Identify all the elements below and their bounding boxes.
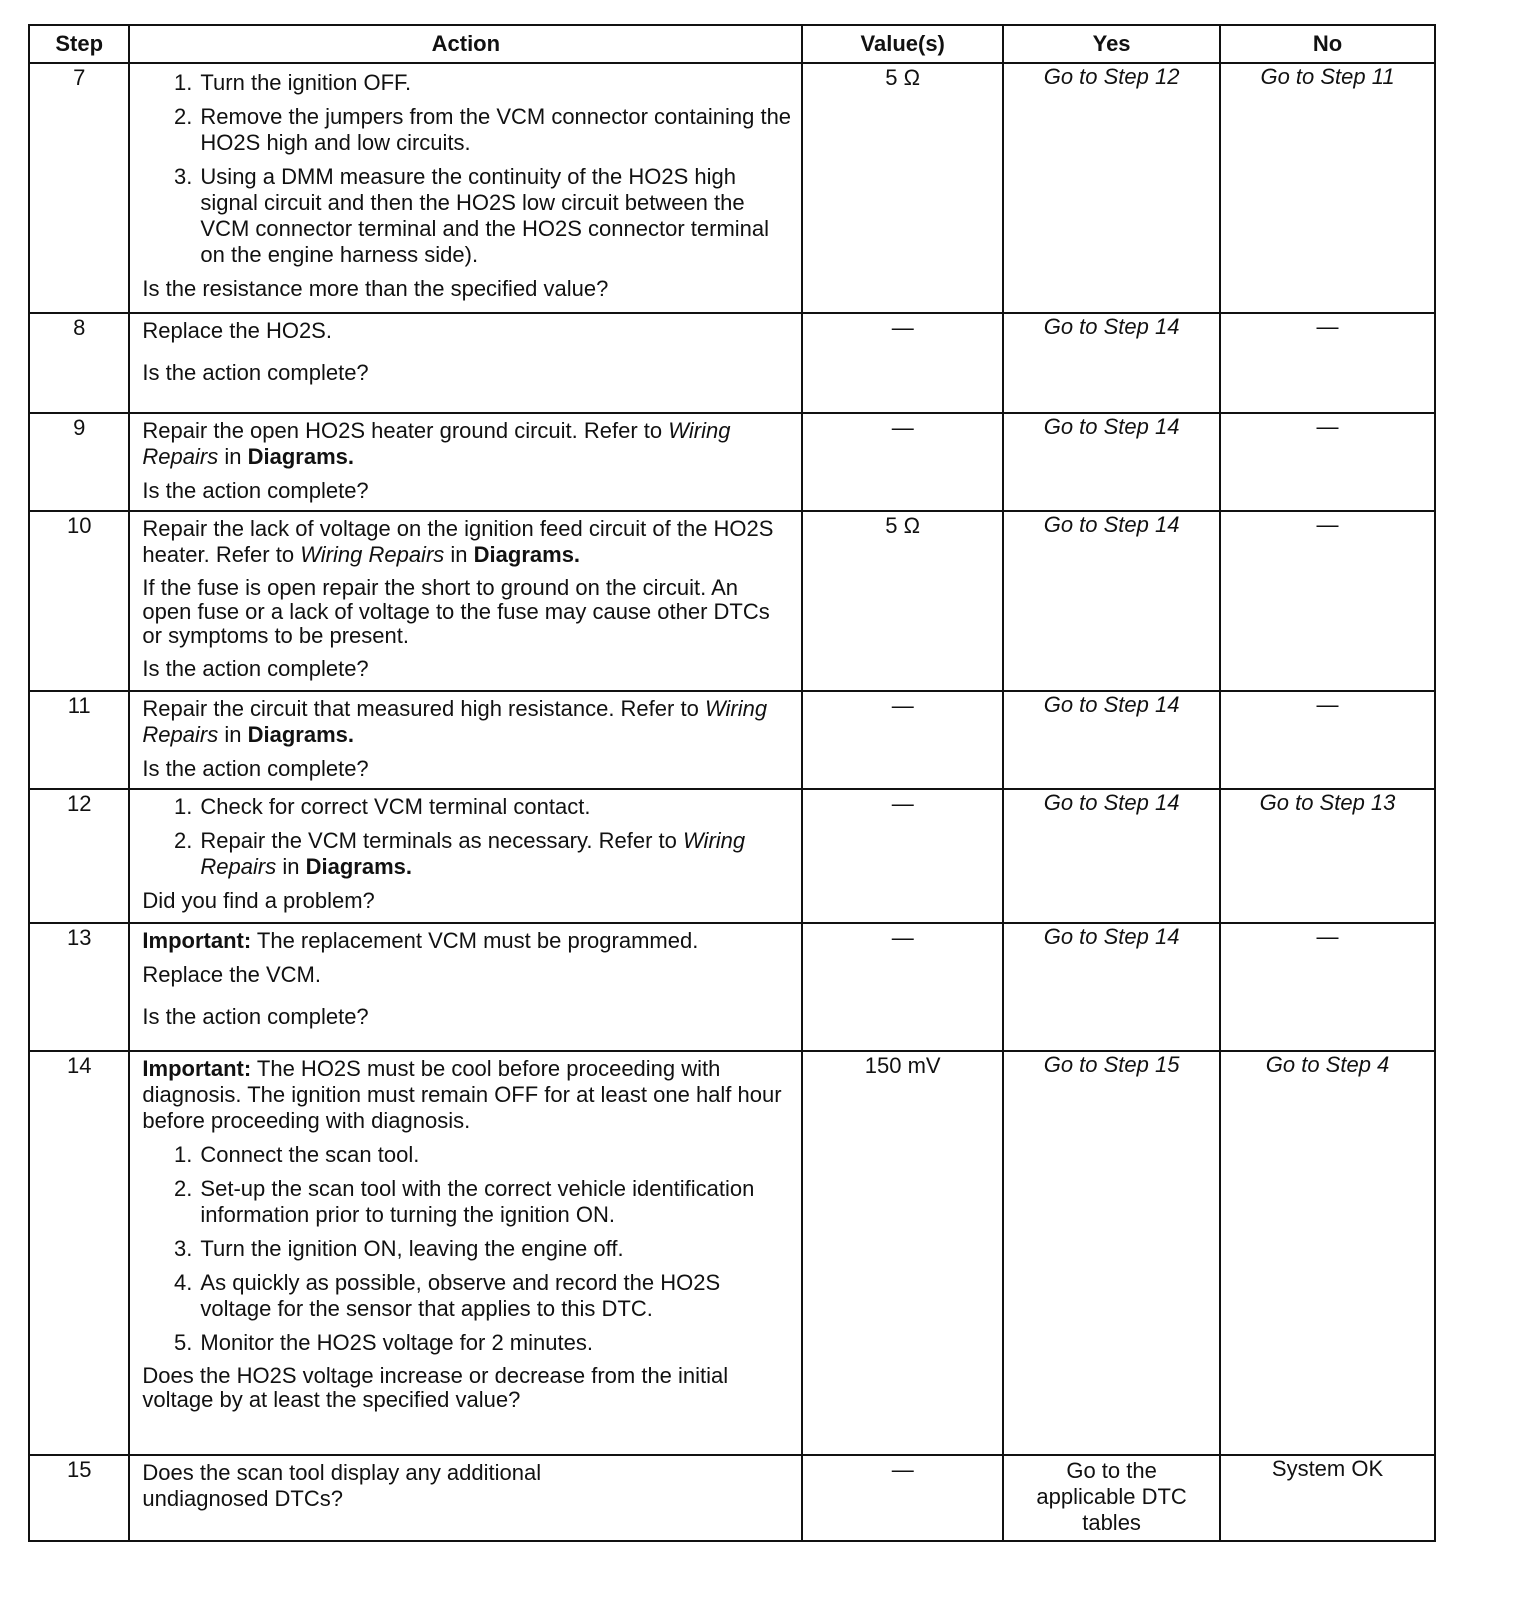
action-cell bbox=[129, 691, 802, 789]
list-item: 3. Using a DMM measure the continuity of the HO2S high signal circuit and then the HO2S low circuit between the VCM connector terminal and the HO2S connector terminal on the engine harness side). bbox=[198, 164, 791, 268]
step-number: 14 bbox=[29, 1051, 129, 1455]
no-cell: Go to Step 4 bbox=[1220, 1051, 1435, 1455]
table-row-step-10 bbox=[29, 511, 1435, 691]
header-value: Value(s) bbox=[802, 25, 1003, 63]
action-question: Does the HO2S voltage increase or decrease from the initial voltage by at least the specified value? bbox=[142, 1363, 729, 1412]
action-text-2: If the fuse is open repair the short to ground on the circuit. An open fuse or a lack of voltage to the fuse may cause other DTCs or symptoms to be present. bbox=[142, 575, 770, 648]
action-cell bbox=[129, 413, 802, 511]
no-cell: Go to Step 11 bbox=[1220, 63, 1435, 313]
step-number: 12 bbox=[29, 789, 129, 923]
yes-cell: Go to Step 15 bbox=[1003, 1051, 1220, 1455]
value-cell: 5 Ω bbox=[802, 511, 1003, 691]
list-item: 1. Turn the ignition OFF. bbox=[198, 70, 791, 96]
action-text bbox=[142, 418, 791, 470]
diagrams-ref: Diagrams. bbox=[247, 722, 354, 747]
diagrams-ref: Diagrams. bbox=[473, 542, 581, 567]
header-yes: Yes bbox=[1003, 25, 1220, 63]
header-no: No bbox=[1220, 25, 1435, 63]
no-cell: System OK bbox=[1220, 1455, 1435, 1541]
wiring-repairs-ref: Wiring Repairs bbox=[200, 828, 746, 879]
value-cell: — bbox=[802, 1455, 1003, 1541]
step-number: 7 bbox=[29, 63, 129, 313]
yes-cell: Go to the applicable DTC tables bbox=[1003, 1455, 1220, 1541]
table-header-row bbox=[29, 25, 1435, 63]
no-cell: — bbox=[1220, 923, 1435, 1051]
important-note bbox=[142, 928, 791, 954]
action-text-pre: Repair the circuit that measured high resistance. Refer to bbox=[142, 696, 699, 721]
important-note bbox=[142, 1056, 791, 1134]
step-number: 13 bbox=[29, 923, 129, 1051]
action-question: Does the scan tool display any additional undiagnosed DTCs? bbox=[142, 1460, 542, 1511]
action-cell bbox=[129, 63, 802, 313]
action-question: Is the resistance more than the specified value? bbox=[142, 276, 609, 301]
action-text-pre: Repair the VCM terminals as necessary. Refer to bbox=[200, 828, 677, 853]
yes-cell: Go to Step 14 bbox=[1003, 511, 1220, 691]
no-cell: — bbox=[1220, 691, 1435, 789]
step-number: 8 bbox=[29, 313, 129, 413]
important-text: The replacement VCM must be programmed. bbox=[256, 928, 699, 953]
table-row-step-15 bbox=[29, 1455, 1435, 1541]
action-question: Is the action complete? bbox=[142, 656, 369, 681]
value-cell: — bbox=[802, 313, 1003, 413]
action-cell bbox=[129, 1051, 802, 1455]
no-cell: — bbox=[1220, 313, 1435, 413]
value-cell: — bbox=[802, 413, 1003, 511]
in-word: in bbox=[224, 722, 242, 747]
no-cell: — bbox=[1220, 511, 1435, 691]
action-text: Replace the VCM. bbox=[142, 962, 321, 987]
wiring-repairs-ref: Wiring Repairs bbox=[142, 696, 768, 747]
table-row-step-11 bbox=[29, 691, 1435, 789]
no-cell: — bbox=[1220, 413, 1435, 511]
important-text: The HO2S must be cool before proceeding with diagnosis. The ignition must remain OFF for at least one half hour before proceeding with diagnosis. bbox=[142, 1056, 782, 1133]
wiring-repairs-ref: Wiring Repairs bbox=[300, 542, 445, 567]
action-text bbox=[142, 696, 791, 748]
step-number: 10 bbox=[29, 511, 129, 691]
value-cell: — bbox=[802, 923, 1003, 1051]
list-item: 2. Set-up the scan tool with the correct vehicle identification information prior to turning the ignition ON. bbox=[198, 1176, 791, 1228]
important-label: Important: bbox=[142, 928, 252, 953]
list-item: 3. Turn the ignition ON, leaving the engine off. bbox=[198, 1236, 791, 1262]
action-question: Did you find a problem? bbox=[142, 888, 375, 913]
action-cell bbox=[129, 313, 802, 413]
important-label: Important: bbox=[142, 1056, 252, 1081]
yes-cell: Go to Step 14 bbox=[1003, 413, 1220, 511]
action-question: Is the action complete? bbox=[142, 478, 369, 503]
action-cell bbox=[129, 789, 802, 923]
action-text bbox=[142, 516, 791, 568]
action-question: Is the action complete? bbox=[142, 1004, 369, 1029]
action-list bbox=[142, 1142, 791, 1356]
table-row-step-13 bbox=[29, 923, 1435, 1051]
list-item bbox=[198, 828, 791, 880]
yes-cell: Go to Step 14 bbox=[1003, 923, 1220, 1051]
diagnostic-table bbox=[28, 24, 1436, 1542]
action-text-pre: Repair the lack of voltage on the ignition feed circuit of the HO2S heater. Refer to bbox=[142, 516, 774, 567]
action-text: Replace the HO2S. bbox=[142, 318, 332, 343]
action-question: Is the action complete? bbox=[142, 756, 369, 781]
in-word: in bbox=[282, 854, 300, 879]
step-number: 11 bbox=[29, 691, 129, 789]
list-item: 2. Remove the jumpers from the VCM connector containing the HO2S high and low circuits. bbox=[198, 104, 791, 156]
action-list bbox=[142, 70, 791, 268]
header-action: Action bbox=[129, 25, 802, 63]
yes-cell: Go to Step 14 bbox=[1003, 789, 1220, 923]
diagrams-ref: Diagrams. bbox=[247, 444, 354, 469]
list-item: 4. As quickly as possible, observe and record the HO2S voltage for the sensor that applies to this DTC. bbox=[198, 1270, 791, 1322]
yes-cell: Go to Step 14 bbox=[1003, 313, 1220, 413]
in-word: in bbox=[450, 542, 468, 567]
header-step: Step bbox=[29, 25, 129, 63]
value-cell: 5 Ω bbox=[802, 63, 1003, 313]
action-list bbox=[142, 794, 791, 880]
wiring-repairs-ref: Wiring Repairs bbox=[142, 418, 731, 469]
table-row-step-8 bbox=[29, 313, 1435, 413]
action-question: Is the action complete? bbox=[142, 360, 369, 385]
value-cell: 150 mV bbox=[802, 1051, 1003, 1455]
list-item: 1. Connect the scan tool. bbox=[198, 1142, 791, 1168]
diagnostic-table-page bbox=[28, 24, 1436, 1542]
table-row-step-7 bbox=[29, 63, 1435, 313]
diagrams-ref: Diagrams. bbox=[305, 854, 412, 879]
action-cell bbox=[129, 511, 802, 691]
list-item: 5. Monitor the HO2S voltage for 2 minutes. bbox=[198, 1330, 791, 1356]
action-cell bbox=[129, 1455, 802, 1541]
action-text-pre: Repair the open HO2S heater ground circuit. Refer to bbox=[142, 418, 663, 443]
value-cell: — bbox=[802, 789, 1003, 923]
table-row-step-12 bbox=[29, 789, 1435, 923]
no-cell: Go to Step 13 bbox=[1220, 789, 1435, 923]
yes-cell: Go to Step 14 bbox=[1003, 691, 1220, 789]
step-number: 15 bbox=[29, 1455, 129, 1541]
table-row-step-14 bbox=[29, 1051, 1435, 1455]
in-word: in bbox=[224, 444, 242, 469]
action-cell bbox=[129, 923, 802, 1051]
step-number: 9 bbox=[29, 413, 129, 511]
value-cell: — bbox=[802, 691, 1003, 789]
list-item: 1. Check for correct VCM terminal contact. bbox=[198, 794, 791, 820]
table-row-step-9 bbox=[29, 413, 1435, 511]
yes-cell: Go to Step 12 bbox=[1003, 63, 1220, 313]
